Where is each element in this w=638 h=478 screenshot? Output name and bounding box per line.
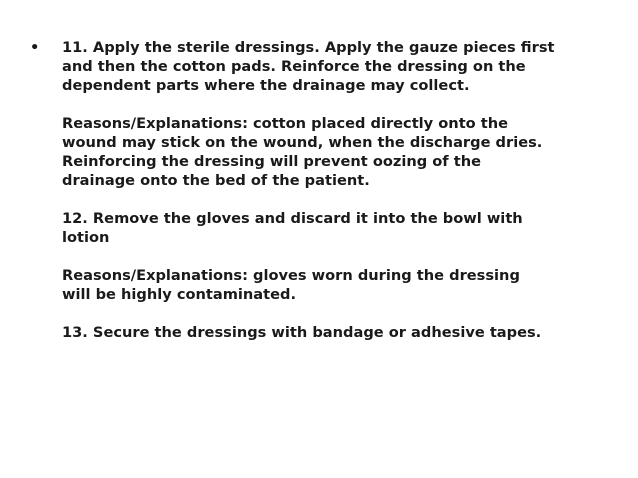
bullet-marker: • [30,39,40,56]
step-13-text: 13. Secure the dressings with bandage or adhesive tapes. [62,324,542,341]
step-11-reason-text: Reasons/Explanations: cotton placed directly onto the wound may stick on the wound, when the discharge dries. Reinforcing the dressing will prevent oozing of the drainage onto the bed of the patient. [62,115,543,189]
step-12-reason-text: Reasons/Explanations: gloves worn during the dressing will be highly contaminated. [62,267,520,303]
step-11-text: 11. Apply the sterile dressings. Apply the gauze pieces first and then the cotton pads. Reinforce the dressing on the dependent parts where the drainage may collect. [62,39,555,94]
step-12-text: 12. Remove the gloves and discard it into the bowl with lotion [62,210,523,246]
slide-body [30,38,610,361]
